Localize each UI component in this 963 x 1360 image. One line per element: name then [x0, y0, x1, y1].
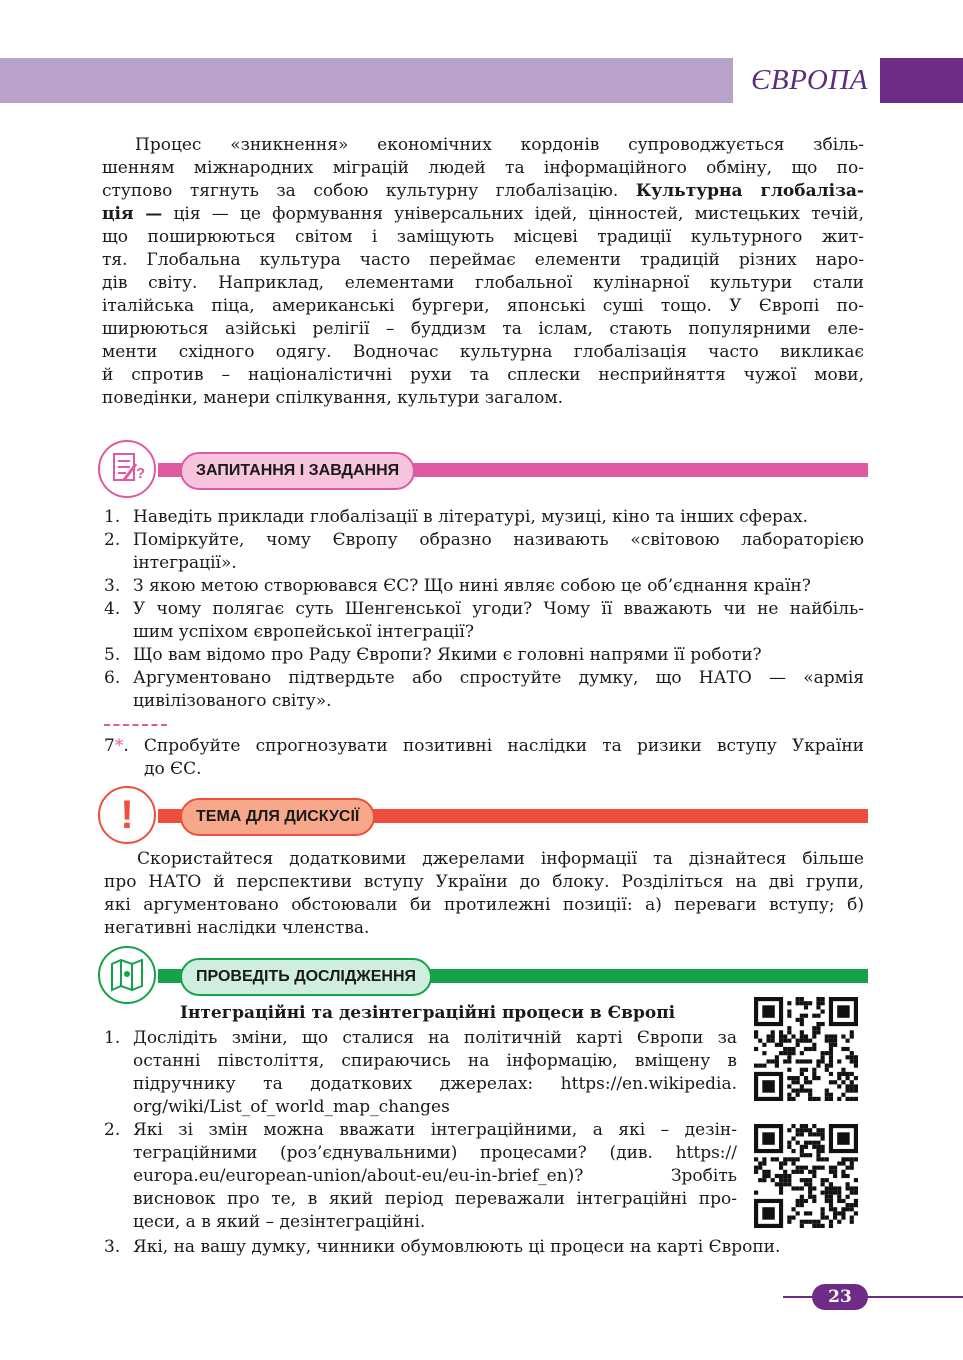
- list-item: [104, 529, 864, 575]
- text-line: менти східного одягу. Водночас культурна глобалізація часто викликає: [102, 342, 864, 362]
- text-line: висновок про те, в який період переважали інтеграційні про-: [133, 1189, 737, 1209]
- chapter-title: ЄВРОПА: [750, 64, 868, 96]
- text-line: цеси, а в який – дезінтеграційні.: [133, 1212, 426, 1232]
- questions-section-header: [98, 440, 868, 500]
- advanced-divider: [104, 724, 167, 726]
- research-list-last: [104, 1236, 864, 1259]
- discussion-section-header: [98, 786, 868, 846]
- questions-list: [104, 506, 864, 713]
- list-item: [104, 1119, 737, 1234]
- text-line: У чому полягає суть Шенгенської угоди? Чому її вважають чи не найбіль-: [133, 599, 864, 619]
- discussion-paragraph: [104, 848, 864, 940]
- list-item: [104, 575, 864, 598]
- text-line: інтеграції».: [133, 553, 237, 573]
- text-line: Наведіть приклади глобалізації в літературі, музиці, кіно та інших сферах.: [133, 507, 809, 527]
- text-run: ступово тягнуть за собою культурну глобалізацію.: [102, 181, 619, 201]
- item-number: 6.: [104, 668, 121, 688]
- text-run: . Спробуйте спрогнозувати позитивні наслідки та ризики вступу України: [123, 736, 864, 756]
- intro-paragraph: [102, 134, 864, 410]
- list-item: [104, 667, 864, 713]
- list-item: [104, 506, 864, 529]
- qr-code-icon[interactable]: [754, 1124, 858, 1228]
- text-line: ширюються азійські релігії – буддизм та іслам, стають популярними еле-: [102, 319, 864, 339]
- questions-icon: [98, 440, 156, 498]
- item-number: 1.: [104, 507, 121, 527]
- header-tab: [880, 58, 963, 103]
- term-bold: Культурна глобаліза-: [635, 181, 864, 201]
- text-line: europa.eu/european-union/about-eu/eu-in-brief_en)? Зробіть: [133, 1166, 737, 1186]
- list-item: [104, 1027, 737, 1119]
- exclamation-icon: [98, 786, 156, 844]
- text-line: негативні наслідки членства.: [104, 918, 370, 938]
- item-number: 2.: [104, 1120, 121, 1140]
- text-line: Процес «зникнення» економічних кордонів супроводжується збіль-: [135, 135, 864, 155]
- text-line: Аргументовано підтвердьте або спростуйте думку, що НАТО — «армія: [133, 668, 864, 688]
- item-number: 5.: [104, 645, 121, 665]
- section-title: ПРОВЕДІТЬ ДОСЛІДЖЕННЯ: [180, 958, 432, 996]
- questions-list-advanced: [104, 735, 864, 781]
- header-bar: [0, 58, 733, 103]
- exclamation-glyph: !: [120, 793, 134, 837]
- item-number: 3.: [104, 576, 121, 596]
- text-line: [102, 180, 864, 203]
- item-number: 1.: [104, 1028, 121, 1048]
- text-line: підручнику та додаткових джерелах: https://en.wikipedia.: [133, 1074, 737, 1094]
- text-line: останні півстоліття, спираючись на інформацію, вміщену в: [133, 1051, 737, 1071]
- text-line: про НАТО й перспективи вступу України до блоку. Розділіться на дві групи,: [104, 872, 864, 892]
- text-line: [104, 735, 864, 758]
- text-line: Що вам відомо про Раду Європи? Якими є головні напрями її роботи?: [133, 645, 762, 665]
- research-subtitle: Інтеграційні та дезінтеграційні процеси в Європі: [180, 1003, 676, 1023]
- list-item: [104, 1236, 864, 1259]
- list-item: [104, 644, 864, 667]
- list-item: [104, 735, 864, 781]
- page-number: 23: [812, 1284, 868, 1310]
- text-line: Скористайтеся додатковими джерелами інформації та дізнайтеся більше: [137, 849, 864, 869]
- text-line: шим успіхом європейської інтеграції?: [133, 622, 474, 642]
- item-number: 4.: [104, 599, 121, 619]
- item-number: 3.: [104, 1237, 121, 1257]
- research-list: [104, 1027, 737, 1234]
- term-bold: ція —: [102, 204, 163, 224]
- text-line: італійська піца, американські бургери, японські суші тощо. У Європі по-: [102, 296, 864, 316]
- item-number: 7: [104, 736, 115, 756]
- page-number-rule: [783, 1296, 963, 1298]
- svg-text:?: ?: [136, 465, 146, 482]
- text-line: дів світу. Наприклад, елементами глобальної кулінарної культури стали: [102, 273, 864, 293]
- qr-code-icon[interactable]: [754, 997, 858, 1101]
- text-line: шенням міжнародних міграцій людей та інформаційного обміну, що по-: [102, 158, 864, 178]
- text-line: Поміркуйте, чому Європу образно називають «світовою лабораторією: [133, 530, 864, 550]
- text-line: Які зі змін можна вважати інтеграційними, а які – дезін-: [133, 1120, 737, 1140]
- text-line: Які, на вашу думку, чинники обумовлюють ці процеси на карті Європи.: [133, 1237, 781, 1257]
- list-item: [104, 598, 864, 644]
- text-line: org/wiki/List_of_world_map_changes: [133, 1097, 450, 1117]
- item-number: 2.: [104, 530, 121, 550]
- star-marker: *: [114, 736, 124, 756]
- research-section-header: [98, 946, 868, 1006]
- text-line: [102, 203, 864, 226]
- text-line: теграційними (роз’єднувальними) процесами? (див. https://: [133, 1143, 737, 1163]
- text-line: тя. Глобальна культура часто переймає елементи традицій різних наро-: [102, 250, 864, 270]
- text-line: поведінки, манери спілкування, культури загалом.: [102, 388, 563, 408]
- text-line: цивілізованого світу».: [133, 691, 332, 711]
- section-title: ТЕМА ДЛЯ ДИСКУСІЇ: [180, 798, 375, 836]
- section-title: ЗАПИТАННЯ І ЗАВДАННЯ: [180, 452, 415, 490]
- text-line: З якою метою створювався ЄС? Що нині являє собою це об’єднання країн?: [133, 576, 811, 596]
- text-line: до ЄС.: [144, 759, 202, 779]
- text-line: що поширюються світом і заміщують місцеві традиції культурного жит-: [102, 227, 864, 247]
- text-run: ція — це формування універсальних ідей, цінностей, мистецьких течій,: [173, 204, 864, 224]
- text-line: й спротив – націоналістичні рухи та сплески несприйняття чужої мови,: [102, 365, 864, 385]
- text-line: Дослідіть зміни, що сталися на політичній карті Європи за: [133, 1028, 737, 1048]
- map-icon: [98, 946, 156, 1004]
- text-line: які аргументовано обстоювали би протилежні позиції: а) переваги вступу; б): [104, 895, 864, 915]
